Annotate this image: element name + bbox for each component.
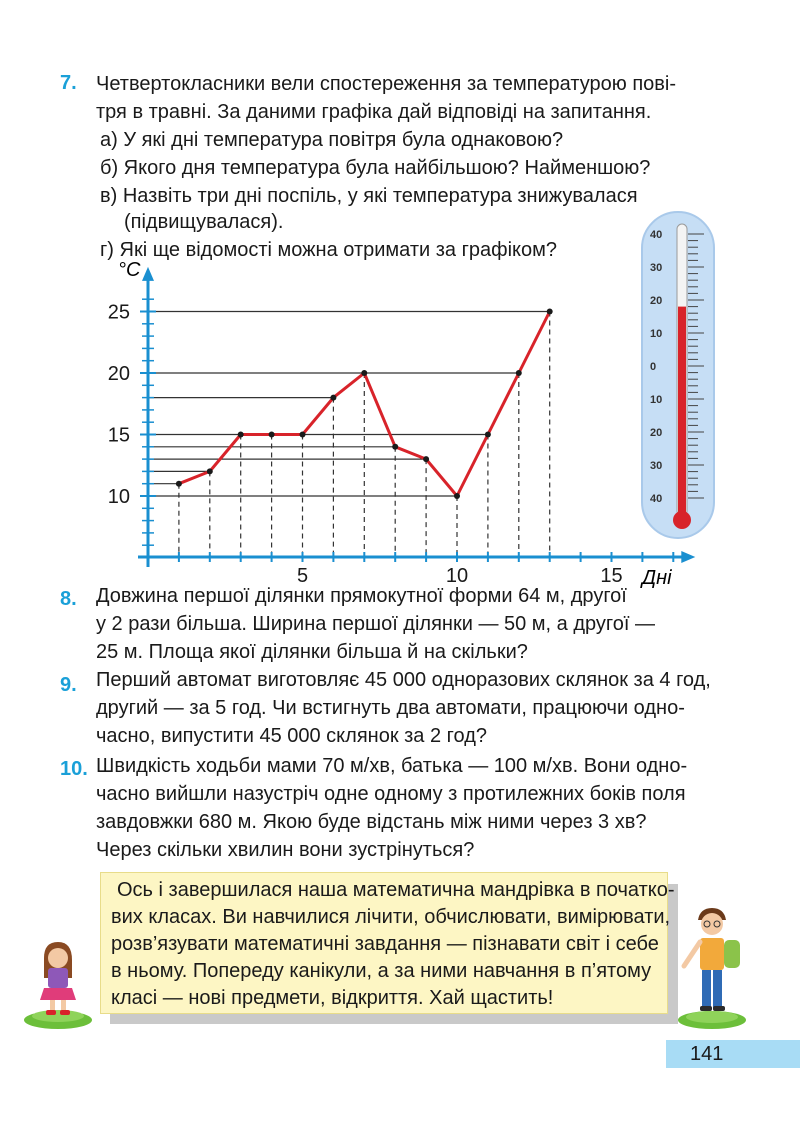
thermometer-mercury: [678, 307, 686, 516]
chart-point: [392, 444, 398, 450]
note-line: Ось і завершилася наша математична мандрівка в початко-: [117, 879, 675, 901]
chart-tick-labels: [108, 302, 623, 588]
chart-point: [516, 370, 522, 376]
closing-note: [100, 872, 675, 1014]
chart-point: [300, 432, 306, 438]
chart-point: [207, 468, 213, 474]
problem-10-line: Швидкість ходьби мами 70 м/хв, батька — 100 м/хв. Вони одно-: [96, 755, 688, 777]
chart-point: [454, 493, 460, 499]
chart-y-axis-label: °С: [118, 259, 141, 281]
thermometer-scale-label: 20: [650, 427, 663, 439]
chart-point: [361, 370, 367, 376]
thermometer-scale-label: 0: [650, 361, 657, 373]
thermometer-scale-label: 10: [650, 394, 663, 406]
note-line: вих класах. Ви навчилися лічити, обчислювати, вимірювати,: [111, 906, 671, 928]
thermometer-scale-label: 30: [650, 460, 663, 472]
note-line: класі — нові предмети, відкриття. Хай щастить!: [111, 987, 554, 1009]
chart-y-tick-label: 20: [107, 363, 130, 385]
problem-10-line: завдовжки 680 м. Якою буде відстань між ними через 3 хв?: [96, 811, 647, 833]
problem-8-line: у 2 рази більша. Ширина першої ділянки — 50 м, а другої —: [96, 613, 656, 635]
thermometer-illustration: [640, 210, 716, 540]
chart-point: [238, 432, 244, 438]
thermometer-scale-label: 30: [650, 262, 663, 274]
problem-7-question-d: г) Які ще відомості можна отримати за графіком?: [100, 239, 557, 261]
chart-point: [423, 456, 429, 462]
problem-7-question-c: в) Назвіть три дні поспіль, у які температура знижувалася: [100, 185, 638, 207]
problem-8-number: 8.: [60, 588, 77, 610]
chart-point: [269, 432, 275, 438]
note-line: розв’язувати математичні завдання — пізнавати світ і себе: [111, 933, 659, 955]
problem-7-line: Четвертокласники вели спостереження за температурою пові-: [96, 73, 677, 95]
chart-x-axis-arrow: [681, 551, 695, 563]
thermometer-scale-label: 10: [650, 328, 663, 340]
chart-y-tick-label: 10: [107, 486, 130, 508]
chart-point: [547, 309, 553, 315]
thermometer-scale-label: 40: [650, 493, 663, 505]
problem-9-line: другий — за 5 год. Чи встигнуть два автомати, працюючи одно-: [96, 697, 685, 719]
page-number: 141: [690, 1043, 724, 1065]
chart-x-tick-label: 10: [445, 565, 469, 587]
problem-7-question-c-cont: (підвищувалася).: [124, 211, 284, 233]
problem-7-line: тря в травні. За даними графіка дай відповіді на запитання.: [96, 101, 652, 123]
chart-value-lines: [148, 312, 550, 497]
page-number-tab: [666, 1040, 800, 1068]
problem-8-line: 25 м. Площа якої ділянки більша й на скільки?: [96, 641, 528, 663]
thermometer-scale-label: 20: [650, 295, 663, 307]
problem-7-question-a: а) У які дні температура повітря була однаковою?: [100, 129, 564, 151]
chart-point: [330, 395, 336, 401]
chart-point: [176, 481, 182, 487]
chart-y-tick-label: 25: [107, 301, 130, 324]
girl-illustration: [14, 938, 98, 1032]
problem-10-line: часно вийшли назустріч одне одному з протилежних боків поля: [96, 783, 686, 805]
chart-y-tick-label: 15: [107, 424, 130, 447]
problem-9-line: часно, випустити 45 000 склянок за 2 год?: [96, 725, 487, 747]
chart-point: [485, 432, 491, 438]
problem-8-line: Довжина першої ділянки прямокутної форми 64 м, другої: [96, 585, 627, 607]
thermometer-bulb: [673, 511, 691, 529]
chart-y-axis-arrow: [142, 267, 154, 281]
chart-x-axis-label: Дні: [642, 567, 672, 589]
problem-9-line: Перший автомат виготовляє 45 000 одноразових склянок за 4 год,: [96, 669, 711, 691]
problem-7-number: 7.: [60, 72, 77, 94]
problem-10-number: 10.: [60, 758, 88, 780]
problem-7-question-b: б) Якого дня температура була найбільшою? Найменшою?: [100, 157, 651, 179]
chart-x-tick-label: 15: [600, 565, 623, 587]
problem-9-number: 9.: [60, 674, 77, 696]
boy-illustration: [672, 906, 752, 1032]
note-line: в ньому. Попереду канікули, а за ними навчання в п’ятому: [111, 960, 652, 982]
thermometer-scale-label: 40: [650, 229, 663, 241]
chart-x-tick-label: 5: [296, 565, 309, 587]
problem-10-line: Через скільки хвилин вони зустрінуться?: [96, 839, 475, 861]
